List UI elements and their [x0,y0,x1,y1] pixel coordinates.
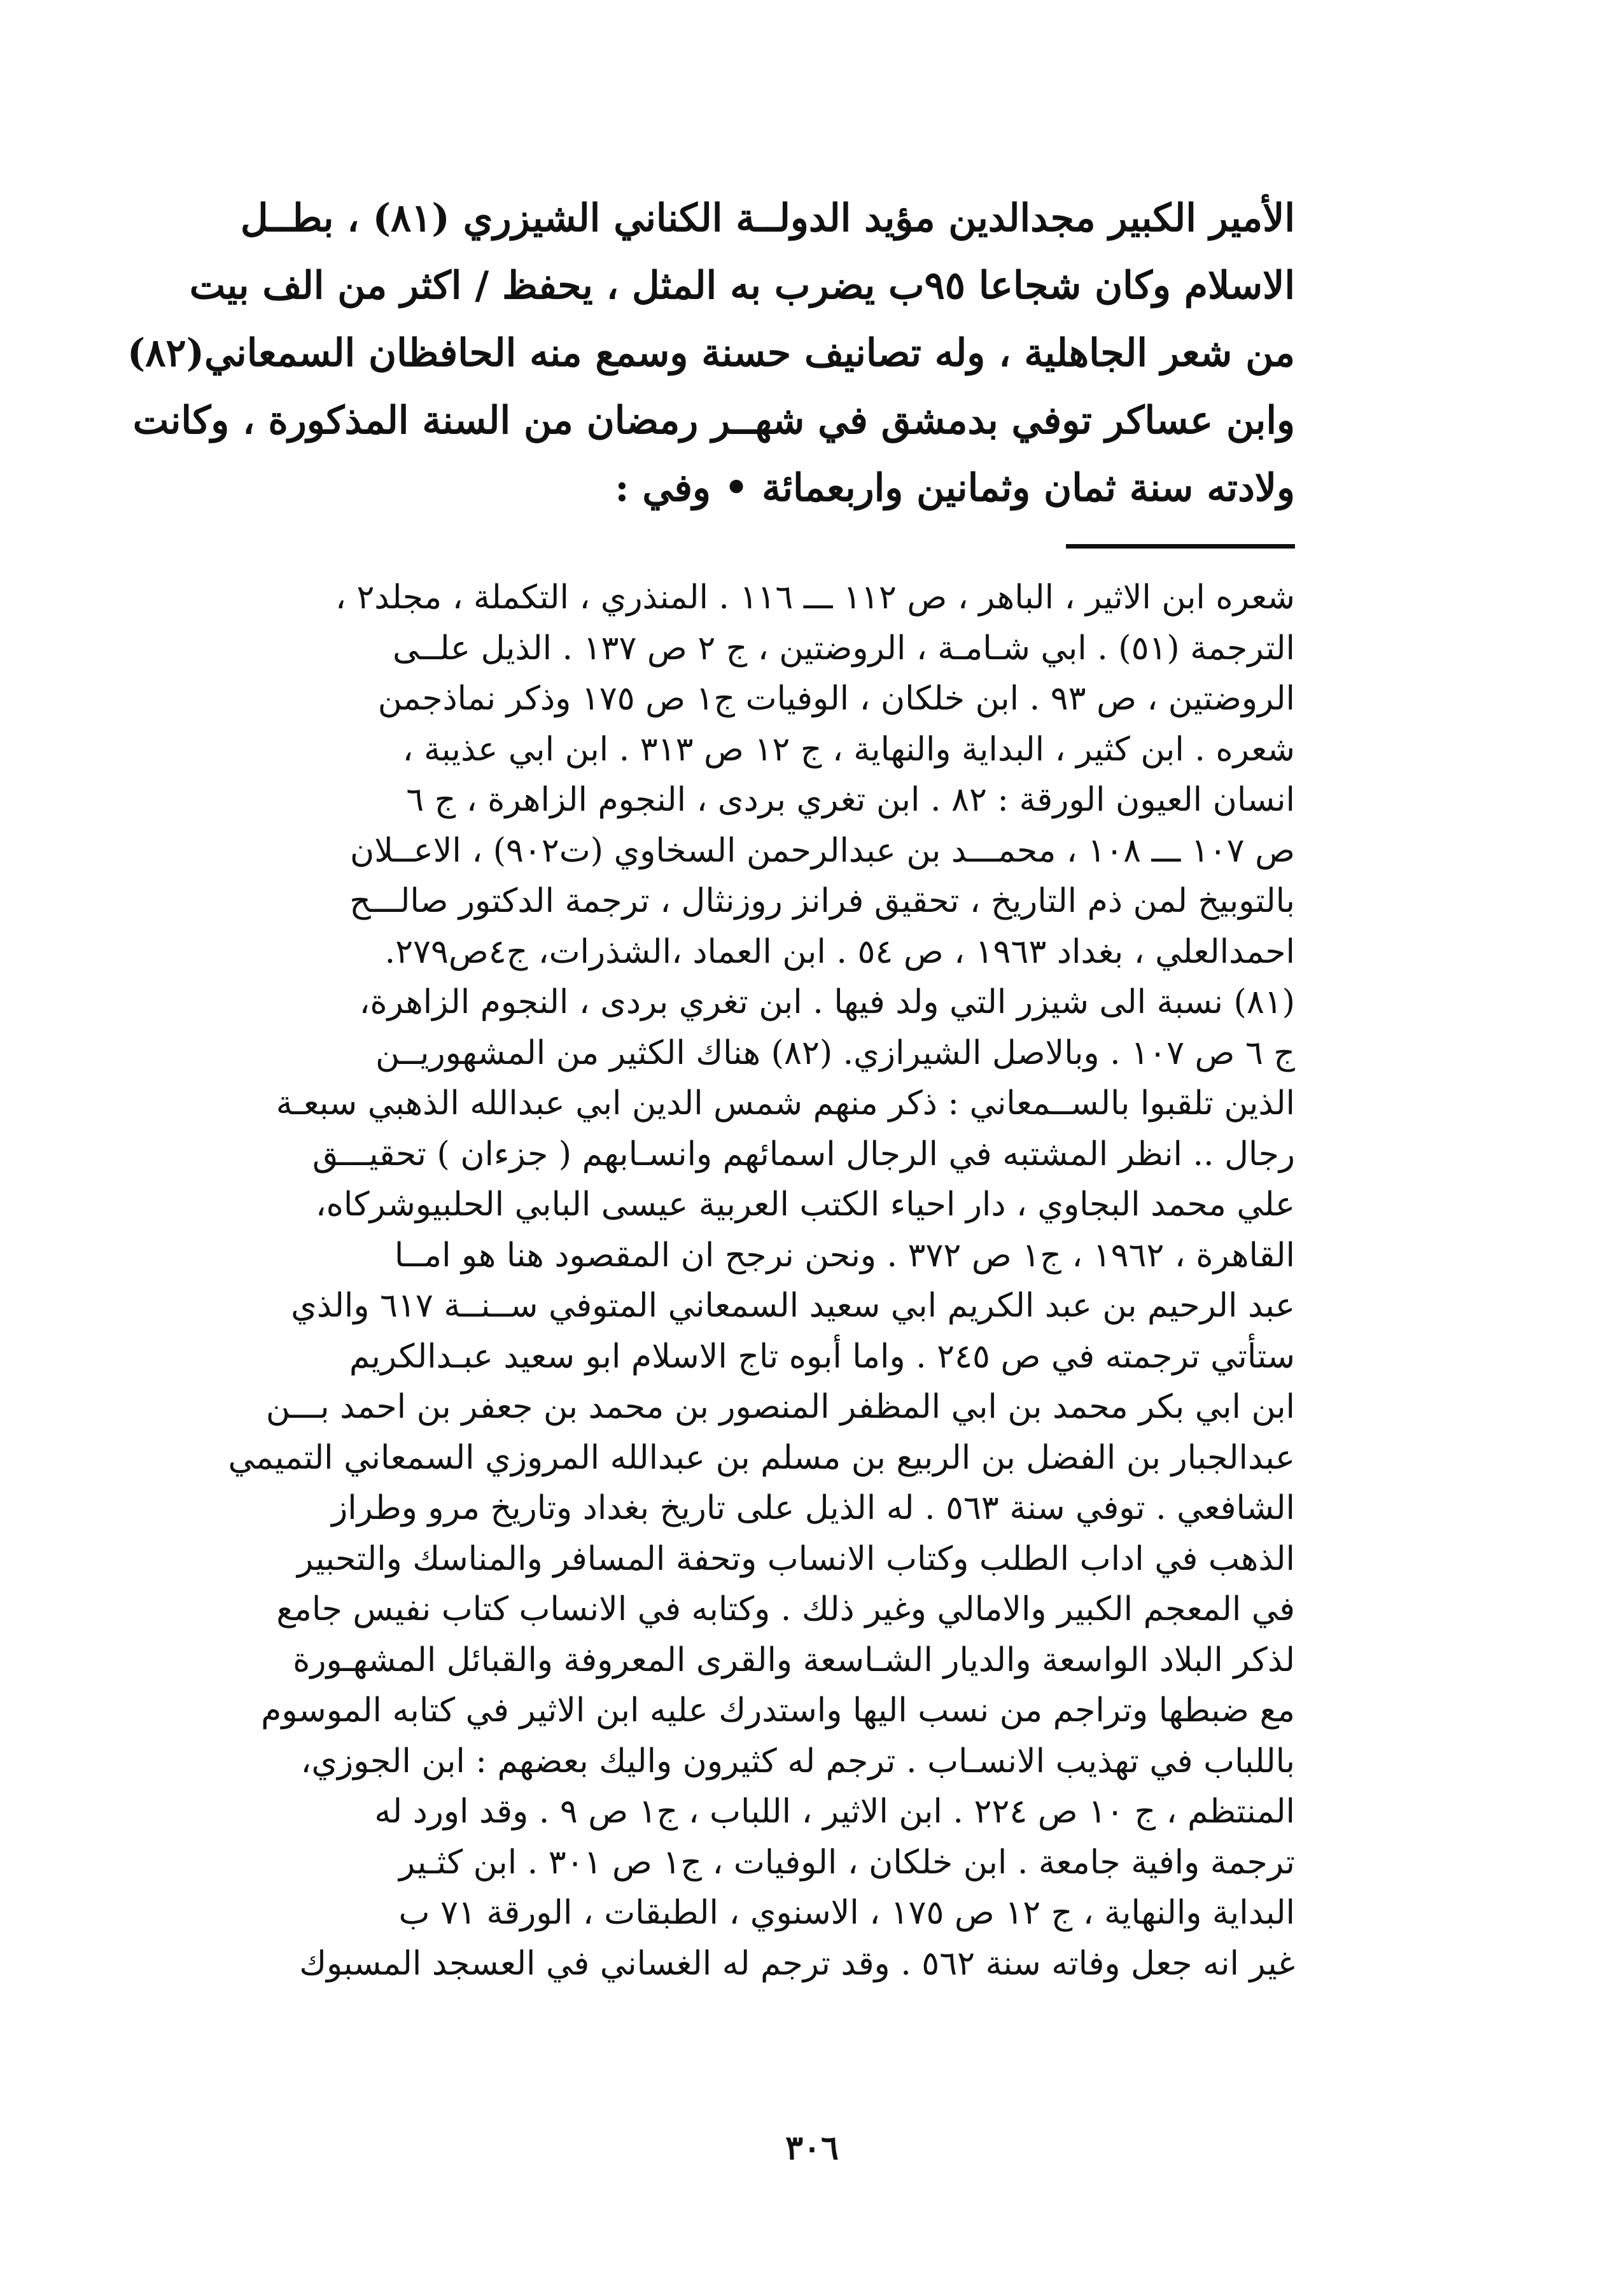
footnote-line: المنتظم ، ج ١٠ ص ٢٢٤ . ابن الاثير ، اللباب ، ج١ ص ٩ . وقد اورد له [374,1793,1295,1831]
footnotes-block [130,573,1295,1989]
footnote-line: احمدالعلي ، بغداد ١٩٦٣ ، ص ٥٤ . ابن العماد ،الشذرات، ج٤ص٢٧٩. [384,932,1295,971]
footnote-line: مع ضبطها وتراجم من نسب اليها واستدرك عليه ابن الاثير في كتابه الموسوم [261,1691,1295,1730]
footnote-line: انسان العيون الورقة : ٨٢ . ابن تغري بردى ، النجوم الزاهرة ، ج ٦ [406,781,1295,819]
footnote-line: شعره . ابن كثير ، البداية والنهاية ، ج ١٢ ص ٣١٣ . ابن ابي عذيبة ، [402,730,1295,769]
footnote-line: ترجمة وافية جامعة . ابن خلكان ، الوفيات ، ج١ ص ٣٠١ . ابن كثـير [399,1843,1295,1882]
footnote-line: شعره ابن الاثير ، الباهر ، ص ١١٢ ـــ ١١٦ . المنذري ، التكملة ، مجلد٢ ، [335,578,1295,617]
footnote-line: علي محمد البجاوي ، دار احياء الكتب العربية عيسى البابي الحلبيوشركاه، [315,1185,1295,1224]
main-text-line: وابن عساكر توفي بدمشق في شهــر رمضان من السنة المذكورة ، وكانت [132,398,1295,443]
footnote-line: ابن ابي بكر محمد بن ابي المظفر المنصور بن محمد بن جعفر بن احمد بـــن [265,1388,1295,1426]
footnote-line: عبدالجبار بن الفضل بن الربيع بن مسلم بن عبدالله المروزي السمعاني التميمي [228,1438,1295,1477]
footnote-line: في المعجم الكبير والامالي وغير ذلك . وكتابه في الانساب كتاب نفيس جامع [276,1590,1295,1628]
main-text-line: الاسلام وكان شجاعا ٩٥ب يضرب به المثل ، يحفظ / اكثر من الف بيت [189,263,1295,308]
footnote-line: لذكر البلاد الواسعة والديار الشـاسعة والقرى المعروفة والقبائل المشهـورة [293,1640,1295,1679]
footnote-line: الذهب في اداب الطلب وكتاب الانساب وتحفة المسافر والمناسك والتحبير [297,1539,1295,1578]
footnote-line: بالتوبيخ لمن ذم التاريخ ، تحقيق فرانز روزنثال ، ترجمة الدكتور صالـــح [349,882,1295,920]
footnote-line: (٨١) نسبة الى شيزر التي ولد فيها . ابن تغري بردى ، النجوم الزاهرة، [359,983,1295,1021]
main-text-line: من شعر الجاهلية ، وله تصانيف حسنة وسمع منه الحافظان السمعاني(٨٢) [127,331,1295,375]
footnote-line: ص ١٠٧ ـــ ١٠٨ ، محمـــد بن عبدالرحمن السخاوي (ت٩٠٢) ، الاعــلان [350,831,1295,870]
footnote-line: الروضتين ، ص ٩٣ . ابن خلكان ، الوفيات ج١ ص ١٧٥ وذكر نماذجمن [377,680,1295,718]
footnote-line: باللباب في تهذيب الانسـاب . ترجم له كثيرون واليك بعضهم : ابن الجوزي، [300,1742,1295,1780]
footnote-line: ستأتي ترجمته في ص ٢٤٥ . واما أبوه تاج الاسلام ابو سعيد عبـدالكريم [349,1337,1295,1376]
footnote-line: الترجمة (٥١) . ابي شـامـة ، الروضتين ، ج ٢ ص ١٣٧ . الذيل علــى [393,629,1295,668]
main-text-block [127,185,1295,522]
footnote-divider [1066,544,1295,549]
footnote-line: الذين تلقبوا بالســمعاني : ذكر منهم شمس الدين ابي عبدالله الذهبي سبعـة [276,1084,1295,1123]
footnote-line: ج ٦ ص ١٠٧ . وبالاصل الشيرازي. (٨٢) هناك الكثير من المشهوريــن [375,1033,1295,1072]
footnote-line: رجال .. انظر المشتبه في الرجال اسمائهم وانسـابهم ( جزءان ) تحقيـــق [312,1135,1295,1173]
main-text-line: الأمير الكبير مجدالدين مؤيد الدولــة الكناني الشيزري (٨١) ، بطــل [240,196,1295,241]
footnote-line: غير انه جعل وفاته سنة ٥٦٢ . وقد ترجم له الغساني في العسجد المسبوك [299,1944,1295,1983]
footnote-line: عبد الرحيم بن عبد الكريم ابي سعيد السمعاني المتوفي ســنــة ٦١٧ والذي [291,1287,1295,1325]
page-number: ٣٠٦ [785,2129,839,2167]
footnote-line: الشافعي . توفي سنة ٥٦٣ . له الذيل على تاريخ بغداد وتاريخ مرو وطراز [332,1489,1295,1527]
main-text-line: ولادته سنة ثمان وثمانين واربعمائة • وفي : [615,466,1295,510]
footnote-line: البداية والنهاية ، ج ١٢ ص ١٧٥ ، الاسنوي ، الطبقات ، الورقة ٧١ ب [398,1894,1295,1932]
footnote-line: القاهرة ، ١٩٦٢ ، ج١ ص ٣٧٢ . ونحن نرجح ان المقصود هنا هو امــا [394,1236,1295,1275]
